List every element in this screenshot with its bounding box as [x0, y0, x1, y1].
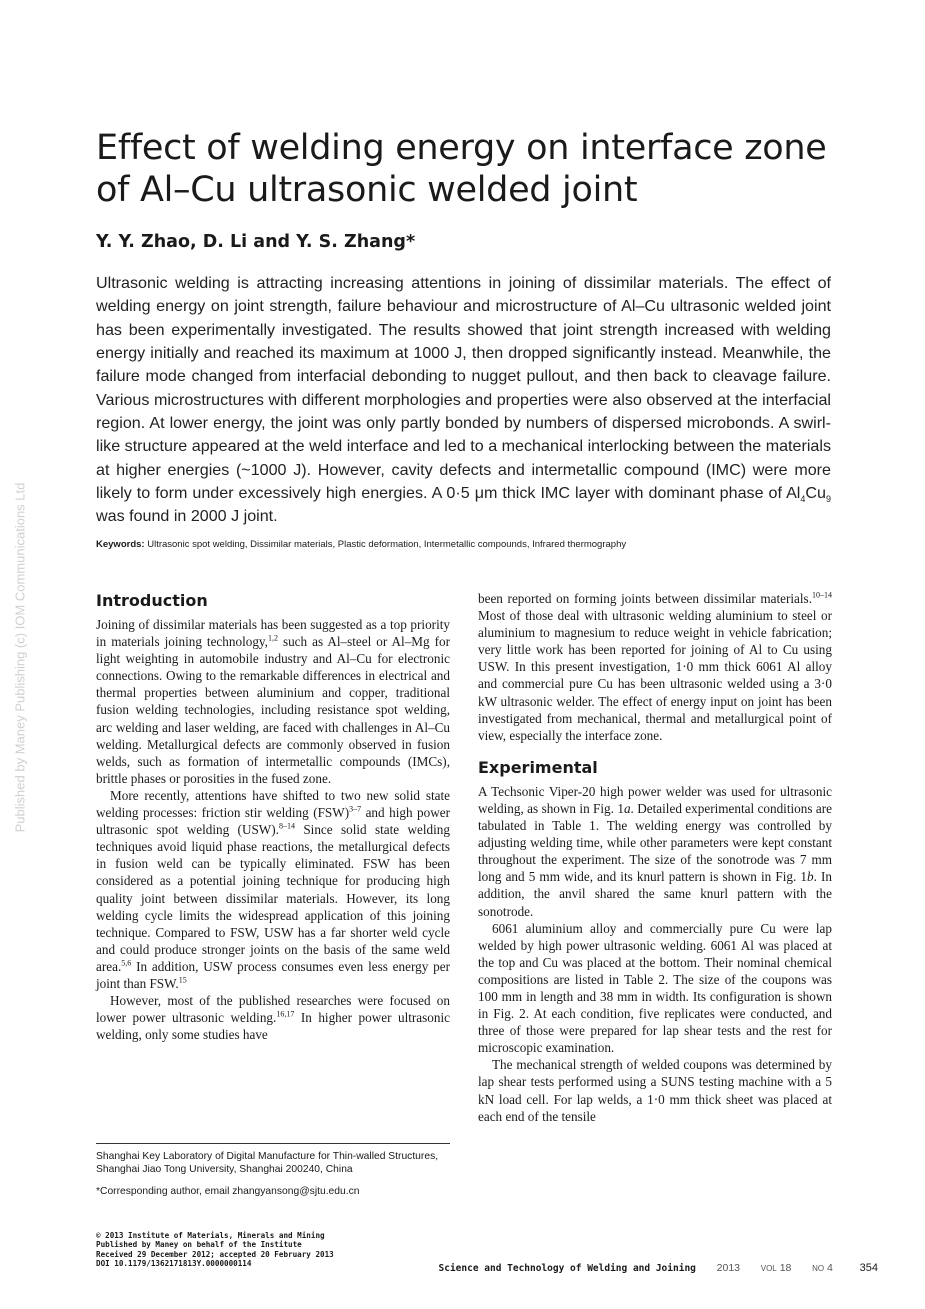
volume-label: VOL — [760, 1264, 777, 1273]
issue-label: NO — [812, 1264, 825, 1273]
section-heading-experimental: Experimental — [478, 757, 598, 777]
keywords-text: Ultrasonic spot welding, Dissimilar materials, Plastic deformation, Intermetallic compounds, Infrared thermography — [144, 539, 627, 550]
publisher-watermark: Published by Maney Publishing (c) IOM Communications Ltd — [12, 482, 28, 833]
experimental-paragraph-3: The mechanical strength of welded coupons was determined by lap shear tests performed using a SUNS testing machine with a 5 kN load cell. For lap welds, a 1·0 mm thick sheet was placed at each end of the tensile — [478, 1057, 832, 1124]
author-affiliation: Shanghai Key Laboratory of Digital Manufacture for Thin-walled Structures, Shanghai Jiao Tong University, Shanghai 200240, China — [96, 1151, 439, 1175]
keywords-label: Keywords: — [96, 539, 145, 550]
experimental-paragraph-2: 6061 aluminium alloy and commercially pure Cu were lap welded by high power ultrasonic welding. 6061 Al was placed at the top and Cu was placed at the bottom. Their nominal chemical compositions are listed in Table 2. The size of the coupons was 100 mm in length and 38 mm in width. Its configuration is shown in Fig. 2. At each condition, five replicates were conducted, and three of those were prepared for lap shear tests and the rest for microscopic examination. — [478, 920, 832, 1056]
left-column — [96, 590, 450, 1043]
intro-paragraph-3: However, most of the published researches were focused on lower power ultrasonic welding.$^{16,17}$ In higher power ultrasonic welding, only some studies have — [96, 993, 450, 1043]
section-heading-introduction: Introduction — [96, 591, 208, 610]
volume-number: 18 — [779, 1262, 792, 1274]
received-line: Received 29 December 2012; accepted 20 February 2013 — [96, 1249, 334, 1259]
copyright-line: © 2013 Institute of Materials, Minerals and Mining — [96, 1231, 325, 1240]
abstract: Ultrasonic welding is attracting increasing attentions in joining of dissimilar materials. The effect of welding energy on joint strength, failure behaviour and microstructure of Al–Cu ultrasonic welded joint has been experimentally investigated. The results showed that joint strength increased with welding energy initially and reached its maximum at 1000 J, then dropped significantly instead. Meanwhile, the failure mode changed from interfacial debonding to nugget pullout, and then back to cleavage failure. Various microstructures with different morphologies and properties were also observed at the interfacial region. At lower energy, the joint was only partly bonded by numbers of dispersed microbonds. A swirl-like structure appeared at the weld interface and led to a mechanical interlocking between the materials at higher energies (~1000 J). However, cavity defects and intermetallic compound (IMC) were more likely to form under excessively high energies. A 0·5 μm thick IMC layer with dominant phase of $Al_4Cu_9$ was found in 2000 J joint. — [96, 274, 831, 526]
publisher-line: Published by Maney on behalf of the Institute — [96, 1240, 302, 1250]
keywords — [96, 539, 836, 550]
page-number: 354 — [859, 1262, 878, 1274]
journal-footer — [439, 1262, 879, 1274]
paper-title: Effect of welding energy on interface zone of Al–Cu ultrasonic welded joint — [96, 128, 827, 210]
intro-paragraph-1: Joining of dissimilar materials has been suggested as a top priority in materials joining technology,$^{1,2}$ such as Al–steel or Al–Mg for light weighting in automobile industry and Al–Cu for electronic connections. Owing to the remarkable differences in electrical and thermal properties between aluminium and copper, traditional fusion welding technologies, including resistance spot welding, arc welding and laser welding, are faced with challenges in Al–Cu welding. Metallurgical defects are commonly observed in fusion welds, such as formation of intermetallic compounds (IMCs), brittle phases or porosities in the fused zone. — [96, 617, 450, 786]
right-column — [478, 590, 832, 1125]
journal-year: 2013 — [716, 1262, 740, 1274]
doi-line: DOI 10.1179/1362171813Y.0000000114 — [96, 1258, 252, 1268]
footnote-divider — [96, 1143, 450, 1144]
issue-number: 4 — [827, 1262, 833, 1274]
journal-name: Science and Technology of Welding and Joining — [438, 1263, 696, 1274]
intro-paragraph-2: More recently, attentions have shifted to two new solid state welding processes: friction stir welding (FSW)$^{3-7}$ and high power ultrasonic spot welding (USW).$^{8-14}$ Since solid state welding techniques avoid liquid phase reactions, the metallurgical defects in fusion weld can be typically eliminated. FSW has been considered as a potential joining technique for producing high quality joint between dissimilar materials. However, its long welding cycle limits the widespread application of this joining technique. Compared to FSW, USW has a far shorter weld cycle and could produce stronger joints on the basis of the same weld area.$^{5,6}$ In addition, USW process consumes even less energy per joint than FSW.$^{15}$ — [96, 787, 450, 991]
publication-info — [96, 1231, 334, 1268]
corresponding-author: *Corresponding author, email zhangyansong@sjtu.edu.cn — [96, 1186, 360, 1197]
author-list: Y. Y. Zhao, D. Li and Y. S. Zhang* — [96, 232, 416, 252]
experimental-paragraph-1: A Techsonic Viper-20 high power welder was used for ultrasonic welding, as shown in Fig. 1a. Detailed experimental conditions are tabulated in Table 1. The welding energy was controlled by adjusting welding time, while other parameters were kept constant throughout the experiment. The size of the sonotrode was 7 mm long and 5 mm wide, and its knurl pattern is shown in Fig. 1b. In addition, the anvil shared the same knurl pattern with the sonotrode. — [478, 783, 832, 919]
intro-continuation: been reported on forming joints between dissimilar materials.$^{10-14}$ Most of those deal with ultrasonic welding aluminium to steel or aluminium to magnesium to reduce weight in vehicle fabrication; very little work has been reported for joining of Al to Cu using USW. In this present investigation, 1·0 mm thick 6061 Al alloy and commercial pure Cu has been ultrasonic welded using a 3·0 kW ultrasonic welder. The effect of energy input on joint has been investigated from mechanical, thermal and metallurgical point of view, especially the interface zone. — [478, 590, 832, 743]
